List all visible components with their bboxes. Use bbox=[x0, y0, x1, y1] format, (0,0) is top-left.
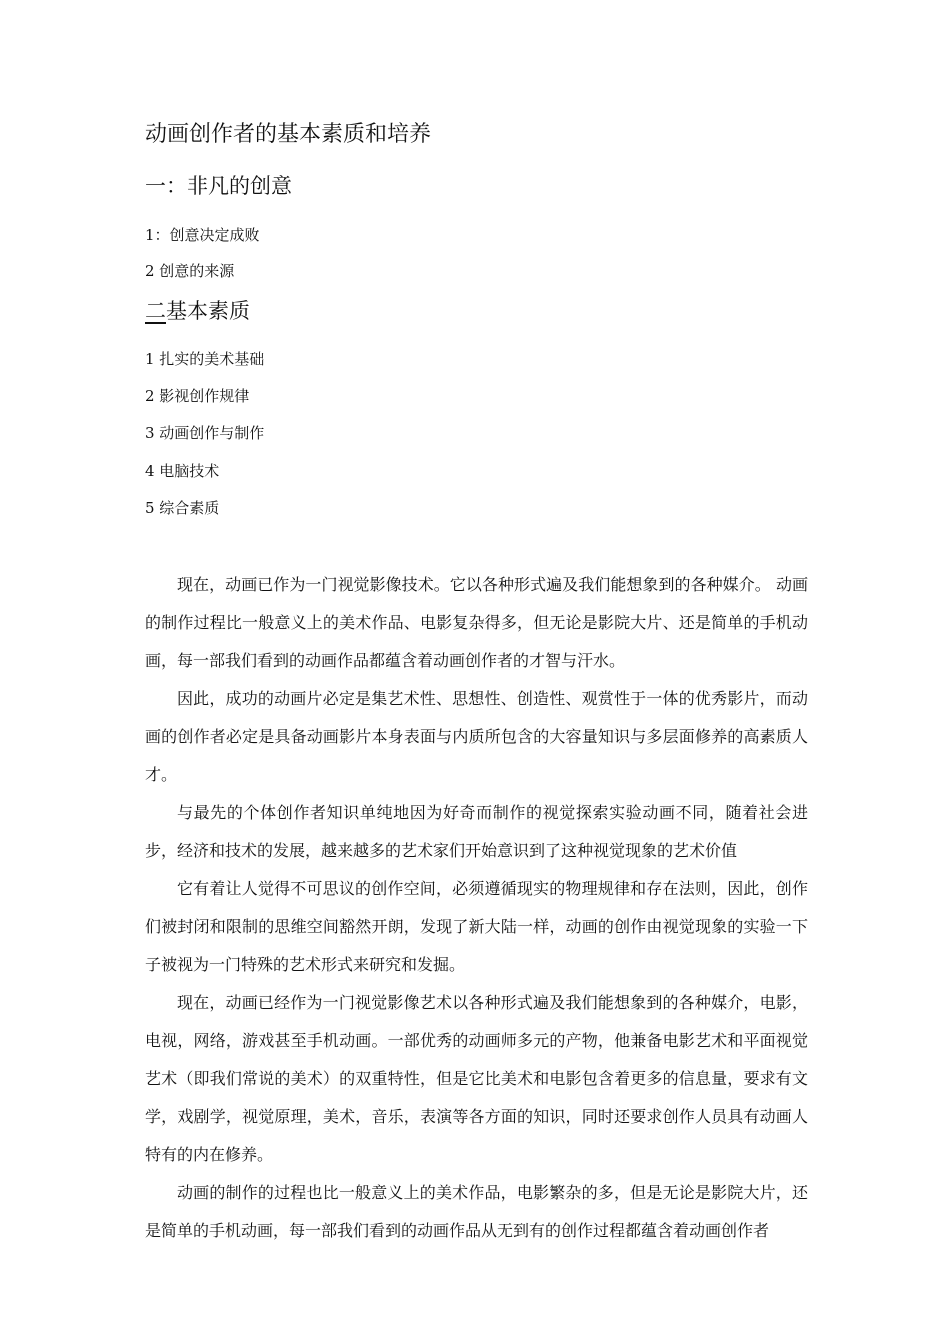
section-number: 二 bbox=[145, 299, 166, 323]
body-paragraph: 它有着让人觉得不可思议的创作空间，必须遵循现实的物理规律和存在法则，因此，创作们被封闭和限制的思维空间豁然开朗，发现了新大陆一样，动画的创作由视觉现象的实验一下子被视为一门特殊的艺术形式来研究和发掘。 bbox=[145, 879, 808, 974]
outline-item: 2 影视创作规律 bbox=[145, 387, 250, 405]
document-title: 动画创作者的基本素质和培养 bbox=[145, 122, 432, 147]
body-text bbox=[145, 566, 808, 1250]
body-paragraph: 现在，动画已经作为一门视觉影像艺术以各种形式遍及我们能想象到的各种媒介，电影，电视，网络，游戏甚至手机动画。一部优秀的动画师多元的产物，他兼备电影艺术和平面视觉艺术（即我们常说的美术）的双重特性，但是它比美术和电影包含着更多的信息量，要求有文学，戏剧学，视觉原理，美术，音乐，表演等各方面的知识，同时还要求创作人员具有动画人特有的内在修养。 bbox=[145, 993, 808, 1164]
outline-item: 2 创意的来源 bbox=[145, 262, 235, 280]
body-paragraph: 动画的制作的过程也比一般意义上的美术作品，电影繁杂的多，但是无论是影院大片，还是简单的手机动画，每一部我们看到的动画作品从无到有的创作过程都蕴含着动画创作者 bbox=[145, 1183, 808, 1240]
body-paragraph: 因此，成功的动画片必定是集艺术性、思想性、创造性、观赏性于一体的优秀影片，而动画的创作者必定是具备动画影片本身表面与内质所包含的大容量知识与多层面修养的高素质人才。 bbox=[145, 689, 808, 784]
outline-item: 3 动画创作与制作 bbox=[145, 424, 265, 442]
outline-item: 1：创意决定成败 bbox=[145, 226, 260, 244]
section-heading-basic-qualities bbox=[145, 296, 250, 326]
section-number: 一： bbox=[145, 174, 187, 198]
outline-item: 4 电脑技术 bbox=[145, 462, 220, 480]
section-heading-text: 基本素质 bbox=[166, 299, 250, 323]
outline-item: 5 综合素质 bbox=[145, 499, 220, 517]
body-paragraph: 与最先的个体创作者知识单纯地因为好奇而制作的视觉探索实验动画不同，随着社会进步，经济和技术的发展，越来越多的艺术家们开始意识到了这种视觉现象的艺术价值 bbox=[145, 803, 808, 860]
section-heading-text: 非凡的创意 bbox=[187, 174, 292, 198]
outline-item: 1 扎实的美术基础 bbox=[145, 350, 265, 368]
body-paragraph: 现在，动画已作为一门视觉影像技术。它以各种形式遍及我们能想象到的各种媒介。 动画的制作过程比一般意义上的美术作品、电影复杂得多，但无论是影院大片、还是简单的手机动画，每一部我们看到的动画作品都蕴含着动画创作者的才智与汗水。 bbox=[145, 575, 808, 670]
section-heading-creativity bbox=[145, 171, 292, 201]
